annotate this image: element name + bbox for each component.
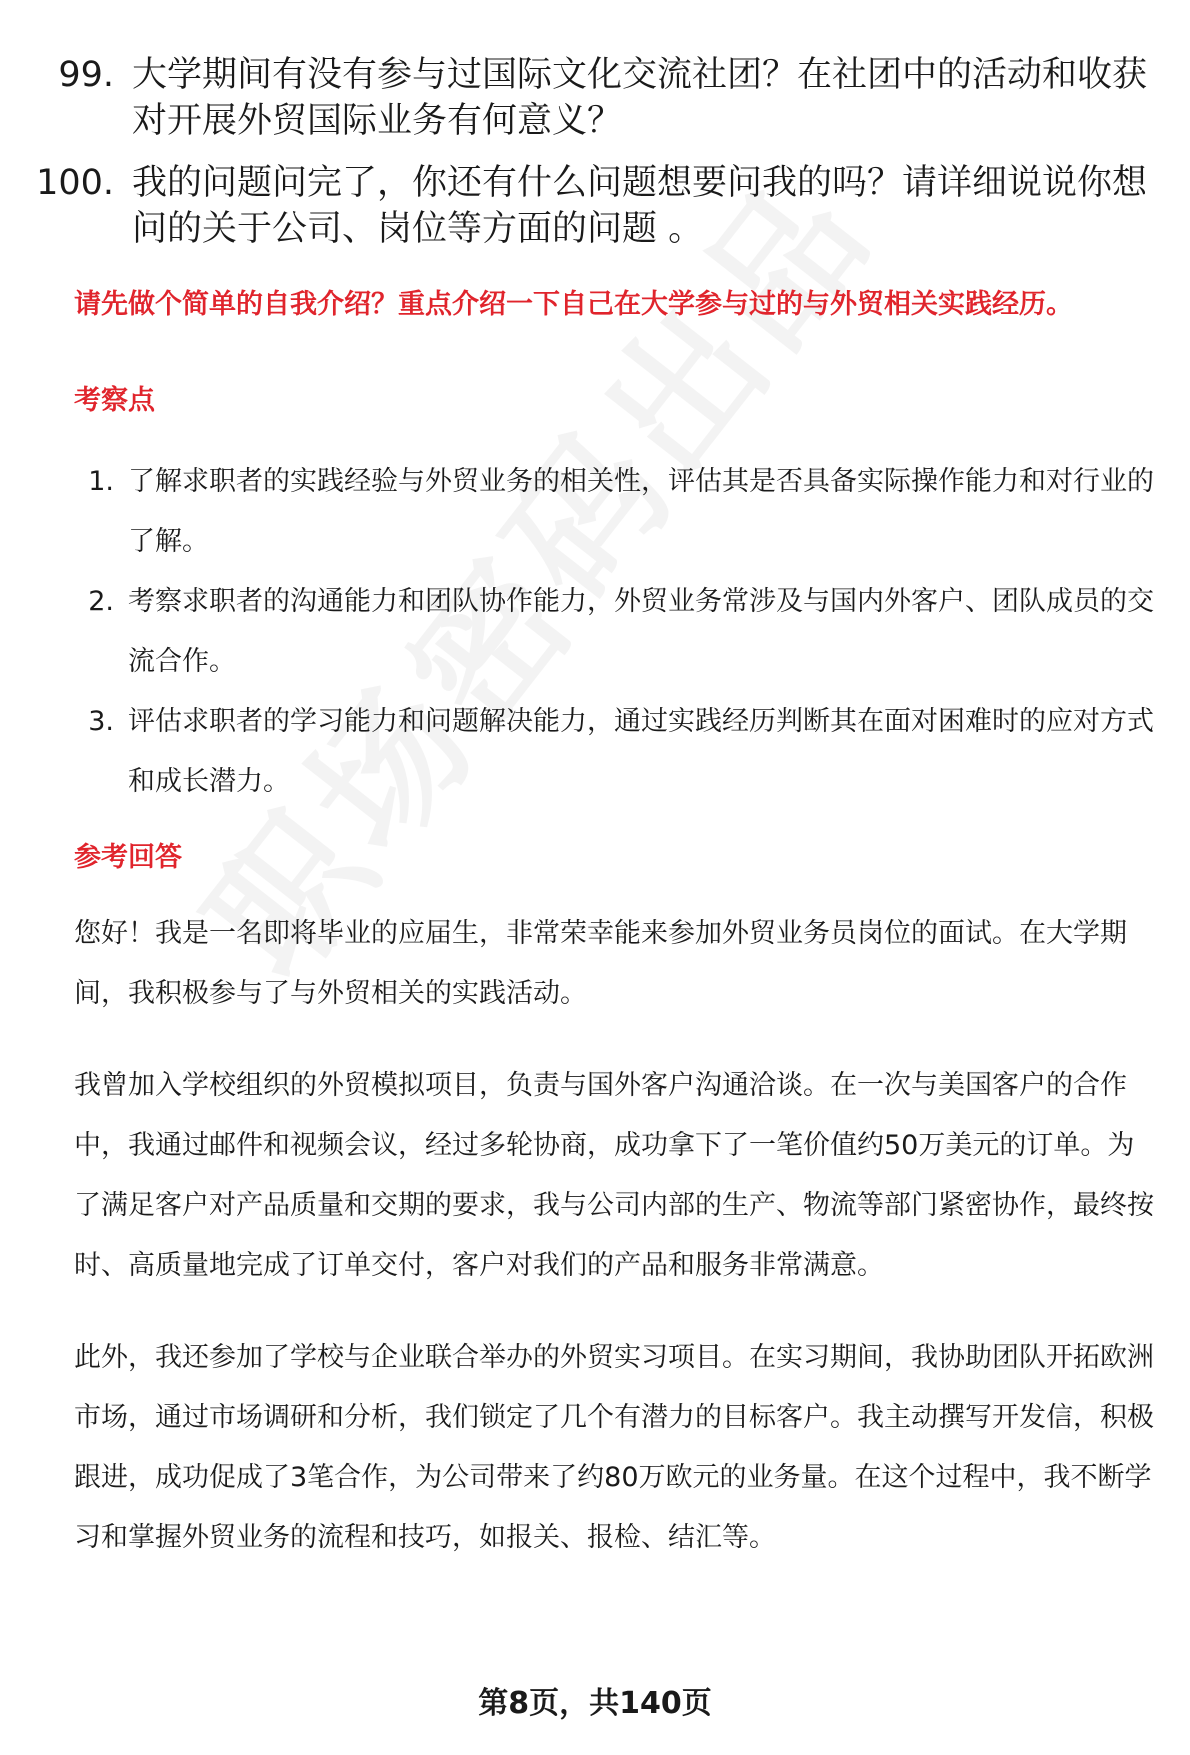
answer-body xyxy=(74,904,1156,1600)
answer-section-title: 参考回答 xyxy=(74,842,182,873)
point-item xyxy=(74,452,1154,572)
page-footer: 第8页，共140页 xyxy=(478,1686,712,1721)
point-item xyxy=(74,692,1154,812)
question-number: 100. xyxy=(36,163,114,203)
points-list xyxy=(74,452,1154,812)
answer-paragraph: 此外，我还参加了学校与企业联合举办的外贸实习项目。在实习期间，我协助团队开拓欧洲市场，通过市场调研和分析，我们锁定了几个有潜力的目标客户。我主动撰写开发信，积极跟进，成功促成了3笔合作，为公司带来了约80万欧元的业务量。在这个过程中，我不断学习和掌握外贸业务的流程和技巧，如报关、报检、结汇等。 xyxy=(74,1342,1154,1553)
question-text: 大学期间有没有参与过国际文化交流社团？在社团中的活动和收获对开展外贸国际业务有何意义？ xyxy=(132,55,1148,141)
question-number: 99. xyxy=(58,55,114,95)
answer-paragraph: 您好！我是一名即将毕业的应届生，非常荣幸能来参加外贸业务员岗位的面试。在大学期间，我积极参与了与外贸相关的实践活动。 xyxy=(74,918,1127,1009)
question-item xyxy=(36,52,1156,144)
point-text: 评估求职者的学习能力和问题解决能力，通过实践经历判断其在面对困难时的应对方式和成长潜力。 xyxy=(128,706,1154,797)
question-item xyxy=(36,160,1156,252)
points-section-title: 考察点 xyxy=(74,385,155,416)
point-number: 3. xyxy=(88,706,114,737)
point-number: 1. xyxy=(88,466,114,497)
main-question-heading: 请先做个简单的自我介绍？重点介绍一下自己在大学参与过的与外贸相关实践经历。 xyxy=(74,289,1073,320)
question-text: 我的问题问完了，你还有什么问题想要问我的吗？请详细说说你想问的关于公司、岗位等方面的问题 。 xyxy=(132,163,1148,249)
point-number: 2. xyxy=(88,586,114,617)
point-item xyxy=(74,572,1154,692)
point-text: 了解求职者的实践经验与外贸业务的相关性，评估其是否具备实际操作能力和对行业的了解。 xyxy=(128,466,1154,557)
answer-paragraph: 我曾加入学校组织的外贸模拟项目，负责与国外客户沟通洽谈。在一次与美国客户的合作中，我通过邮件和视频会议，经过多轮协商，成功拿下了一笔价值约50万美元的订单。为了满足客户对产品质量和交期的要求，我与公司内部的生产、物流等部门紧密协作，最终按时、高质量地完成了订单交付，客户对我们的产品和服务非常满意。 xyxy=(74,1070,1154,1281)
question-list xyxy=(36,52,1156,268)
point-text: 考察求职者的沟通能力和团队协作能力，外贸业务常涉及与国内外客户、团队成员的交流合作。 xyxy=(128,586,1154,677)
